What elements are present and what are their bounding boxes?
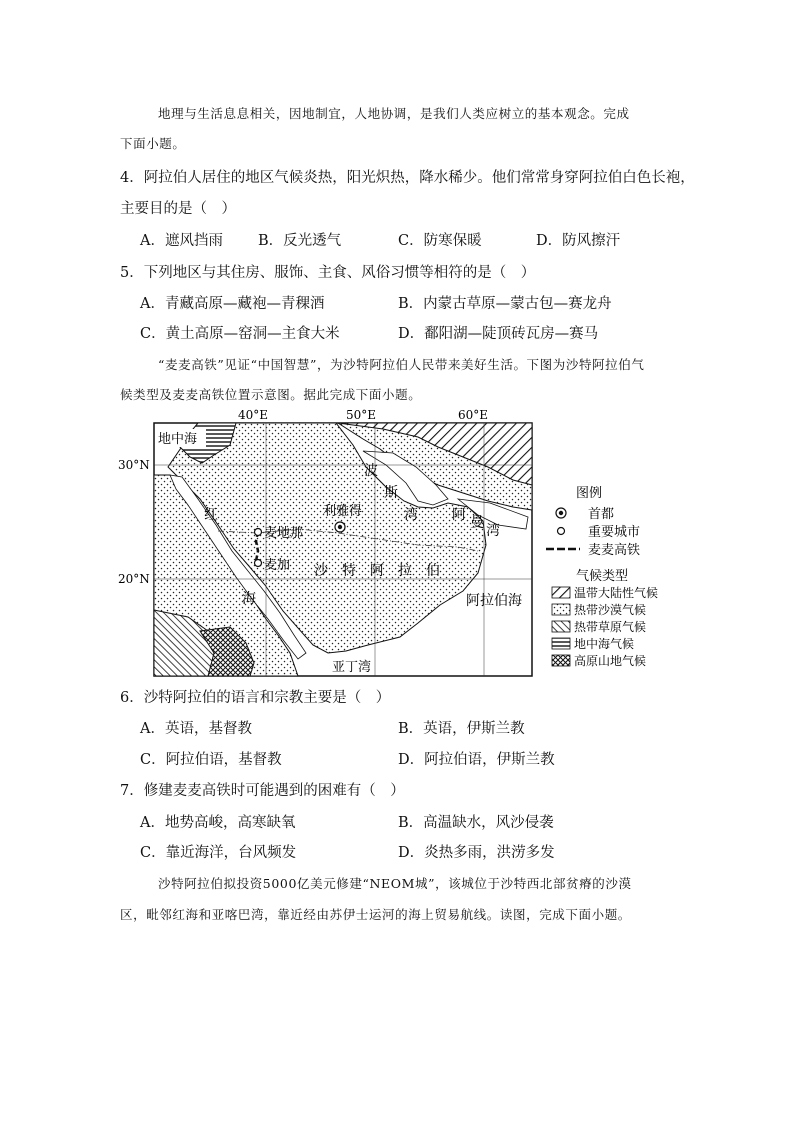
label-red-sea-2: 海 [242, 591, 256, 607]
q5-option-c[interactable]: C．黄土高原—窑洞—主食大米 [140, 326, 340, 342]
q4-option-d[interactable]: D．防风擦汗 [536, 233, 621, 249]
legend-savanna-swatch [552, 621, 570, 632]
q6-option-c[interactable]: C．阿拉伯语，基督教 [140, 752, 282, 768]
legend-desert-label: 热带沙漠气候 [574, 603, 647, 617]
q4-option-c[interactable]: C．防寒保暖 [398, 233, 482, 249]
mecca-city-marker [255, 560, 262, 567]
legend-title: 图例 [576, 486, 603, 501]
legend-city-icon [558, 528, 565, 535]
q6-option-d[interactable]: D．阿拉伯语，伊斯兰教 [398, 752, 555, 768]
intro-2-line-1: “麦麦高铁”见证“中国智慧”，为沙特阿拉伯人民带来美好生活。下图为沙特阿拉伯气 [158, 357, 645, 372]
label-oman-2: 曼 [470, 515, 484, 531]
q5-stem: 5．下列地区与其住房、服饰、主食、风俗习惯等相符的是（ ） [120, 265, 536, 281]
lat-label-30: 30°N [118, 458, 150, 472]
legend-desert-swatch [552, 604, 570, 615]
intro-1-line-1: 地理与生活息息相关，因地制宜，人地协调，是我们人类应树立的基本观念。完成 [158, 106, 630, 121]
q5-option-a[interactable]: A．青藏高原—藏袍—青稞酒 [140, 296, 325, 312]
medina-city-marker [255, 529, 262, 536]
q6-stem: 6．沙特阿拉伯的语言和宗教主要是（ ） [120, 690, 391, 706]
q7-stem: 7．修建麦麦高铁时可能遇到的困难有（ ） [120, 783, 405, 799]
label-oman-3: 湾 [486, 523, 500, 539]
label-mediterranean: 地中海 [158, 432, 198, 447]
label-mecca: 麦加 [264, 558, 291, 573]
legend-temperate-label: 温带大陆性气候 [574, 586, 659, 600]
q7-option-d[interactable]: D．炎热多雨，洪涝多发 [398, 845, 555, 861]
label-persian-1: 波 [364, 463, 378, 479]
legend-savanna-label: 热带草原气候 [574, 620, 647, 634]
legend-city-label: 重要城市 [588, 525, 641, 540]
q6-option-b[interactable]: B．英语，伊斯兰教 [398, 721, 525, 737]
label-persian-3: 湾 [404, 507, 418, 523]
q5-option-d[interactable]: D．鄱阳湖—陡顶砖瓦房—赛马 [398, 326, 599, 342]
legend-mediterranean-label: 地中海气候 [574, 637, 635, 651]
legend-temperate-swatch [552, 587, 570, 598]
legend-climate-title: 气候类型 [576, 569, 629, 584]
label-persian-2: 斯 [384, 485, 398, 501]
q7-option-c[interactable]: C．靠近海洋，台风频发 [140, 845, 297, 861]
q4-option-b[interactable]: B．反光透气 [258, 233, 342, 249]
intro-1-line-2: 下面小题。 [120, 136, 186, 151]
q6-option-a[interactable]: A．英语，基督教 [140, 721, 252, 737]
legend-highland-label: 高原山地气候 [574, 654, 647, 668]
q7-option-a[interactable]: A．地势高峻，高寒缺氧 [140, 815, 296, 831]
legend-mediterranean-swatch [552, 638, 570, 649]
riyadh-capital-dot [338, 525, 342, 529]
lon-label-40: 40°E [238, 408, 269, 422]
q4-stem-line-1: 4．阿拉伯人居住的地区气候炎热，阳光炽热，降水稀少。他们常常身穿阿拉伯白色长袍， [120, 170, 695, 186]
label-riyadh: 利雅得 [323, 504, 363, 519]
q7-option-b[interactable]: B．高温缺水，风沙侵袭 [398, 815, 554, 831]
label-red-sea-1: 红 [204, 507, 218, 523]
label-arabian-sea: 阿拉伯海 [466, 593, 522, 609]
lat-label-20: 20°N [118, 572, 150, 586]
label-gulf-of-aden: 亚丁湾 [332, 660, 372, 675]
legend-railway-label: 麦麦高铁 [588, 543, 641, 558]
intro-3-line-2: 区，毗邻红海和亚喀巴湾，靠近经由苏伊士运河的海上贸易航线。读图，完成下面小题。 [120, 907, 631, 922]
q4-stem-line-2: 主要目的是（ ） [120, 201, 236, 217]
saudi-arabia-climate-map [118, 405, 683, 680]
label-saudi-arabia: 沙 特 阿 拉 伯 [314, 563, 440, 579]
legend-capital-dot [559, 511, 563, 515]
intro-2-line-2: 候类型及麦麦高铁位置示意图。据此完成下面小题。 [120, 387, 422, 402]
lon-label-60: 60°E [458, 408, 489, 422]
q4-option-a[interactable]: A．遮风挡雨 [140, 233, 223, 249]
legend-capital-label: 首都 [588, 507, 615, 522]
intro-3-line-1: 沙特阿拉伯拟投资5000亿美元修建“NEOM城”，该城位于沙特西北部贫瘠的沙漠 [158, 876, 632, 891]
lon-label-50: 50°E [346, 408, 377, 422]
label-medina: 麦地那 [264, 526, 304, 541]
legend-highland-swatch [552, 655, 570, 666]
q5-option-b[interactable]: B．内蒙古草原—蒙古包—赛龙舟 [398, 296, 612, 312]
label-oman-1: 阿 [452, 507, 466, 523]
